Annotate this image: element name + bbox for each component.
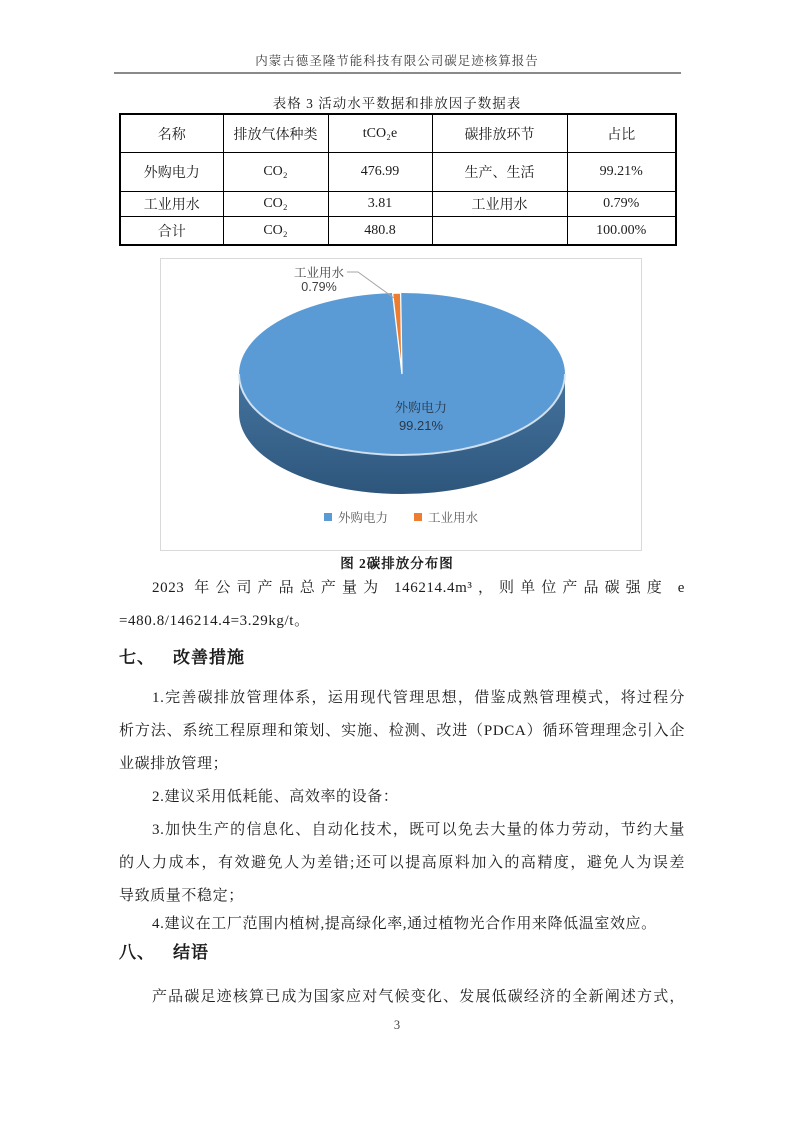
section-title: 结语 xyxy=(173,943,209,962)
paragraph-item-3 xyxy=(119,814,685,913)
table-cell xyxy=(432,217,567,246)
paragraph-line: 的人力成本，有效避免人为差错;还可以提高原料加入的高精度，避免人为误差 xyxy=(119,855,685,871)
table-row xyxy=(120,192,676,217)
paragraph-production xyxy=(119,572,685,638)
paragraph-line: 1.完善碳排放管理体系，运用现代管理思想，借鉴成熟管理模式，将过程分 xyxy=(152,690,685,706)
callout-label: 工业用水 xyxy=(293,266,344,280)
page-number: 3 xyxy=(393,1018,401,1032)
paragraph-line: =480.8/146214.4=3.29kg/t。 xyxy=(119,613,310,629)
table-cell: CO₂ xyxy=(223,217,328,246)
legend-label: 工业用水 xyxy=(428,511,479,525)
table-cell: 合计 xyxy=(120,217,223,246)
paragraph-item-1 xyxy=(119,682,685,781)
table-cell: 0.79% xyxy=(567,192,676,217)
table-header-cell: 占比 xyxy=(567,114,676,153)
table-cell: 工业用水 xyxy=(120,192,223,217)
section-number: 八、 xyxy=(119,943,155,962)
paragraph-conclusion xyxy=(119,981,685,1014)
table-cell: 100.00% xyxy=(567,217,676,246)
legend-swatch-blue-icon xyxy=(324,513,332,521)
legend-label: 外购电力 xyxy=(337,511,388,525)
paragraph-line: 2.建议采用低耗能、高效率的设备： xyxy=(152,789,399,805)
section-title: 改善措施 xyxy=(173,648,245,667)
table-cell: 外购电力 xyxy=(120,153,223,192)
table-header-row xyxy=(120,114,676,153)
paragraph-line: 4.建议在工厂范围内植树,提高绿化率,通过植物光合作用来降低温室效应。 xyxy=(152,916,657,932)
table-cell: CO₂ xyxy=(223,192,328,217)
table-cell: 工业用水 xyxy=(432,192,567,217)
table-cell: 3.81 xyxy=(328,192,432,217)
table-cell: 99.21% xyxy=(567,153,676,192)
emission-data-table xyxy=(119,113,677,246)
paragraph-item-2 xyxy=(119,781,685,814)
table-header-cell: 排放气体种类 xyxy=(223,114,328,153)
legend-item-water xyxy=(414,508,478,526)
document-header-title: 内蒙古德圣隆节能科技有限公司碳足迹核算报告 xyxy=(255,54,539,68)
table-cell: CO₂ xyxy=(223,153,328,192)
section-heading-conclusion xyxy=(119,938,209,963)
table-row xyxy=(120,217,676,246)
callout-value: 0.79% xyxy=(301,280,337,294)
paragraph-line: 导致质量不稳定； xyxy=(119,888,244,904)
table-title: 表格 3 活动水平数据和排放因子数据表 xyxy=(272,96,522,111)
paragraph-line: 2023 年公司产品总产量为 146214.4m³，则单位产品碳强度 e xyxy=(152,580,685,596)
table-cell: 480.8 xyxy=(328,217,432,246)
paragraph-line: 3.加快生产的信息化、自动化技术，既可以免去大量的体力劳动，节约大量 xyxy=(152,822,685,838)
legend-item-electricity xyxy=(324,508,388,526)
table-row xyxy=(120,153,676,192)
chart-legend xyxy=(161,508,641,526)
section-heading-improvements xyxy=(119,643,245,668)
paragraph-line: 产品碳足迹核算已成为国家应对气候变化、发展低碳经济的全新阐述方式， xyxy=(152,989,685,1005)
table-cell: 生产、生活 xyxy=(432,153,567,192)
table-header-cell: 碳排放环节 xyxy=(432,114,567,153)
legend-swatch-orange-icon xyxy=(414,513,422,521)
inner-label-value: 99.21% xyxy=(398,418,444,433)
section-number: 七、 xyxy=(119,648,155,667)
paragraph-line: 析方法、系统工程原理和策划、实施、检测、改进（PDCA）循环管理理念引入企 xyxy=(119,723,685,739)
inner-label-name: 外购电力 xyxy=(394,400,447,415)
pie-chart xyxy=(160,258,642,551)
paragraph-item-4 xyxy=(119,908,685,941)
table-cell: 476.99 xyxy=(328,153,432,192)
paragraph-line: 业碳排放管理； xyxy=(119,756,229,772)
inner-data-label xyxy=(361,399,481,435)
header-divider xyxy=(114,72,681,74)
table-header-cell: tCO₂e xyxy=(328,114,432,153)
figure-caption: 图 2碳排放分布图 xyxy=(340,556,454,571)
table-header-cell: 名称 xyxy=(120,114,223,153)
